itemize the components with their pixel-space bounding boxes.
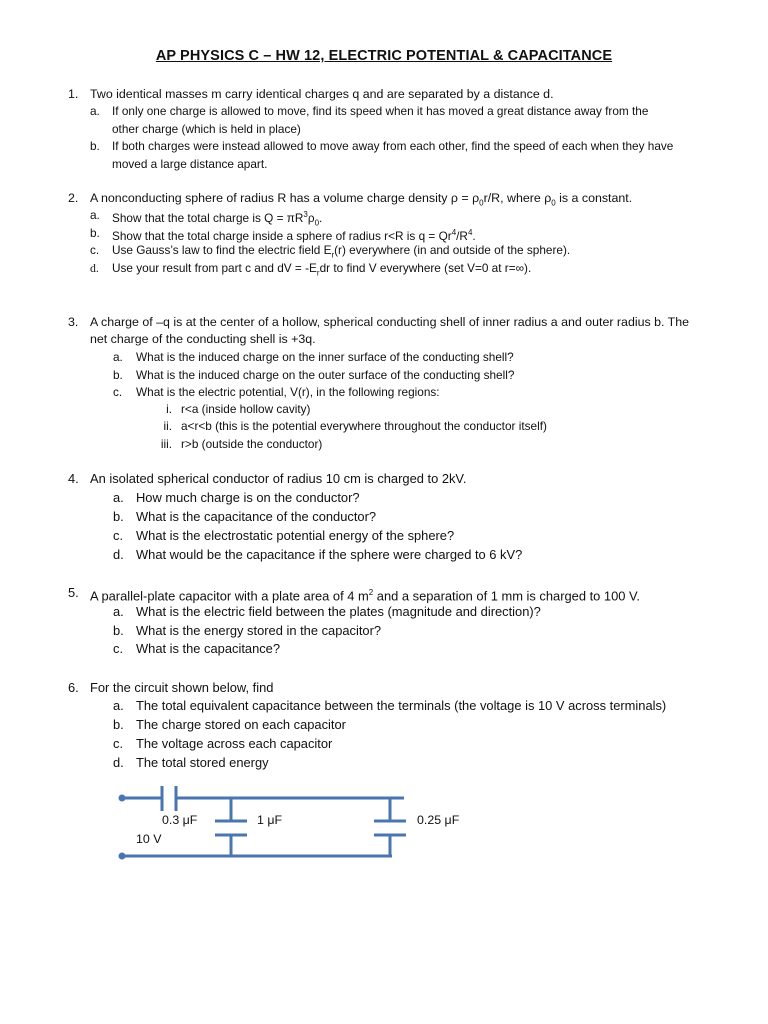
part-label: c.: [90, 243, 100, 257]
part-text: The total equivalent capacitance between the terminals (the voltage is 10 V across terminals): [136, 698, 667, 713]
part-text: r<a (inside hollow cavity): [181, 402, 311, 416]
question-number: 4.: [68, 471, 79, 486]
part-label: i.: [166, 402, 172, 416]
part-label: c.: [113, 385, 123, 399]
part-text: Use your result from part c and dV = $-E_rdr$ to find V everywhere (set V=0 at r=∞).: [112, 261, 532, 278]
part-label: b.: [113, 623, 124, 638]
part-text: a<r<b (this is the potential everywhere throughout the conductor itself): [181, 419, 547, 433]
part-text: What is the capacitance of the conductor?: [136, 509, 377, 524]
question-number: 1.: [68, 87, 79, 101]
part-text: other charge (which is held in place): [112, 122, 301, 136]
c3-label: 0.25 μF: [417, 813, 460, 827]
part-label: d.: [90, 261, 99, 275]
page-title: AP PHYSICS C – HW 12, ELECTRIC POTENTIAL & CAPACITANCE: [155, 48, 613, 64]
part-text: What is the induced charge on the inner surface of the conducting shell?: [136, 350, 514, 364]
part-text: What would be the capacitance if the sphere were charged to 6 kV?: [136, 547, 523, 562]
question-number: 2.: [68, 191, 79, 205]
part-text: Show that the total charge is $Q = \pi R^3\rho_0$.: [112, 210, 323, 228]
c1-label: 0.3 μF: [162, 813, 198, 827]
part-text: What is the induced charge on the outer surface of the conducting shell?: [136, 368, 515, 382]
part-text: Show that the total charge inside a sphere of radius r<R is $q = Qr^4/R^4$.: [112, 228, 476, 243]
part-label: b.: [113, 368, 123, 382]
part-text: Use Gauss’s law to find the electric field $E_r(r)$ everywhere (in and outside of the sphere).: [112, 243, 571, 260]
question-text: A charge of –q is at the center of a hollow, spherical conducting shell of inner radius a and outer radius b. The: [90, 315, 690, 329]
question-text: A parallel-plate capacitor with a plate area of 4 $m^2$ and a separation of 1 mm is charged to 100 V.: [90, 588, 641, 604]
question-text: For the circuit shown below, find: [90, 680, 274, 695]
part-label: c.: [113, 528, 124, 543]
part-text: The total stored energy: [136, 755, 269, 770]
part-text: The voltage across each capacitor: [136, 736, 333, 751]
part-text: What is the capacitance?: [136, 641, 281, 656]
terminal-bottom: [119, 853, 126, 860]
part-label: c.: [113, 641, 124, 656]
question-text: net charge of the conducting shell is +3q.: [90, 332, 316, 346]
part-label: d.: [113, 547, 124, 562]
question-text: A nonconducting sphere of radius R has a volume charge density $\rho = \rho_0r/R$, where $\rho_0$ is a constant.: [90, 191, 633, 208]
part-text: What is the electric potential, V(r), in the following regions:: [136, 385, 440, 399]
part-label: b.: [113, 509, 124, 524]
part-label: a.: [113, 698, 124, 713]
part-label: ii.: [163, 419, 172, 433]
part-label: b.: [90, 226, 100, 240]
part-text: How much charge is on the conductor?: [136, 490, 360, 505]
voltage-label: 10 V: [136, 832, 162, 846]
part-text: What is the electric field between the plates (magnitude and direction)?: [136, 604, 541, 619]
part-text: moved a large distance apart.: [112, 157, 268, 171]
part-label: b.: [113, 717, 124, 732]
part-text: r>b (outside the conductor): [181, 437, 323, 451]
part-label: d.: [113, 755, 124, 770]
part-label: b.: [90, 139, 100, 153]
part-text: What is the electrostatic potential energy of the sphere?: [136, 528, 455, 543]
part-text: If both charges were instead allowed to move away from each other, find the speed of each when they have: [112, 139, 674, 153]
part-label: c.: [113, 736, 124, 751]
question-number: 6.: [68, 680, 79, 695]
part-label: a.: [113, 350, 123, 364]
part-label: a.: [90, 104, 100, 118]
question-number: 3.: [68, 315, 79, 329]
question-number: 5.: [68, 585, 79, 600]
c2-label: 1 μF: [257, 813, 283, 827]
part-text: The charge stored on each capacitor: [136, 717, 346, 732]
part-label: a.: [90, 208, 100, 222]
question-text: An isolated spherical conductor of radius 10 cm is charged to 2kV.: [90, 471, 467, 486]
part-label: a.: [113, 490, 124, 505]
question-text: Two identical masses m carry identical charges q and are separated by a distance d.: [90, 87, 554, 101]
terminal-top: [119, 795, 126, 802]
part-label: a.: [113, 604, 124, 619]
part-text: If only one charge is allowed to move, find its speed when it has moved a great distance away from the: [112, 104, 649, 118]
part-text: What is the energy stored in the capacitor?: [136, 623, 382, 638]
part-label: iii.: [160, 437, 172, 451]
